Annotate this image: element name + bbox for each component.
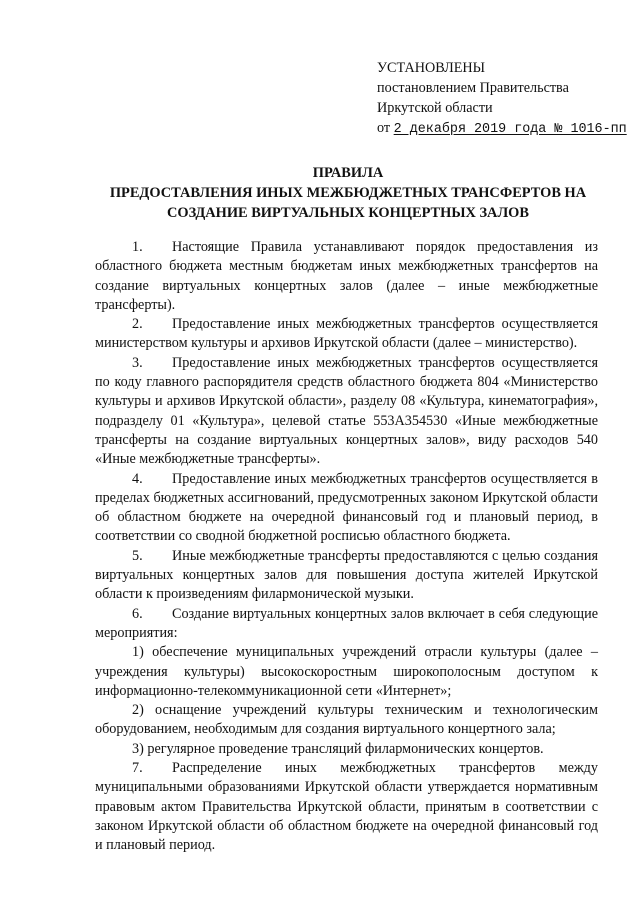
approval-date-value: 2 декабря 2019 года № 1016-пп — [393, 122, 627, 137]
rule-paragraph-6 — [95, 605, 598, 644]
approval-title: УСТАНОВЛЕНЫ — [377, 60, 486, 76]
title-heading: ПРАВИЛА — [312, 165, 384, 181]
rules-body — [95, 238, 598, 856]
rule-number: 4. — [132, 470, 143, 487]
approval-decree-line: постановлением Правительства — [377, 80, 569, 96]
rule-text: Предоставление иных межбюджетных трансфертов осуществляется по коду главного распорядителя средств областного бюджета 804 «Министерство культуры и архивов Иркутской области», разделу 08 «Культура, кинематография», подразделу 01 «Культура», целевой статье 553А354530 «Иные межбюджетные трансферты на создание виртуальных концертных залов», виду расходов 540 «Иные межбюджетные трансферты». — [95, 354, 598, 468]
document-title — [80, 163, 616, 223]
approval-stamp — [377, 58, 639, 140]
rule-subitem-3: 3) регулярное проведение трансляций филармонических концертов. — [132, 740, 544, 757]
rule-paragraph-7 — [95, 759, 598, 855]
rule-number: 1. — [132, 239, 143, 255]
rule-text: Создание виртуальных концертных залов включает в себя следующие мероприятия: — [95, 605, 598, 641]
rule-text: Иные межбюджетные трансферты предоставляются с целью создания виртуальных концертных залов для повышения доступа жителей Иркутской области к произведениям филармонической музыки. — [95, 547, 598, 603]
title-subheading-1: ПРЕДОСТАВЛЕНИЯ ИНЫХ МЕЖБЮДЖЕТНЫХ ТРАНСФЕРТОВ НА — [109, 185, 587, 201]
rule-paragraph-3 — [95, 354, 598, 470]
rule-number: 6. — [132, 605, 143, 622]
rule-text: Предоставление иных межбюджетных трансфертов осуществляется министерством культуры и архивов Иркутской области (далее – министерство). — [95, 316, 598, 352]
approval-region-line: Иркутской области — [377, 100, 493, 116]
rule-paragraph-4 — [95, 470, 598, 547]
rule-text: Предоставление иных межбюджетных трансфертов осуществляется в пределах бюджетных ассигнований, предусмотренных законом Иркутской области об областном бюджете на очередной финансовый год и плановый период, в соответствии со сводной бюджетной росписью областного бюджета. — [95, 470, 598, 545]
rule-paragraph-2 — [95, 315, 598, 354]
approval-date-line — [377, 118, 639, 140]
approval-date-prefix: от — [377, 120, 394, 136]
rule-number: 7. — [132, 760, 143, 777]
rule-text: Настоящие Правила устанавливают порядок предоставления из областного бюджета местным бюджетам иных межбюджетных трансфертов на создание виртуальных концертных залов (далее – иные межбюджетные трансферты). — [95, 239, 598, 313]
rule-number: 5. — [132, 547, 143, 564]
rule-paragraph-1 — [95, 238, 598, 315]
rule-number: 2. — [132, 316, 143, 333]
rule-subitem-1: 1) обеспечение муниципальных учреждений отрасли культуры (далее – учреждения культуры) высокоскоростным широкополосным доступом к информационно-телекоммуникационной сети «Интернет»; — [95, 644, 598, 699]
rule-subitem-2: 2) оснащение учреждений культуры техническим и технологическим оборудованием, необходимым для создания виртуального концертного зала; — [95, 702, 598, 738]
title-subheading-2: СОЗДАНИЕ ВИРТУАЛЬНЫХ КОНЦЕРТНЫХ ЗАЛОВ — [167, 205, 529, 221]
rule-number: 3. — [132, 354, 143, 371]
rule-text: Распределение иных межбюджетных трансфертов между муниципальными образованиями Иркутской области утверждается нормативным правовым актом Правительства Иркутской области, принятым в соответствии с законом Иркутской области об областном бюджете на очередной финансовый год и плановый период. — [95, 760, 598, 854]
rule-paragraph-5 — [95, 547, 598, 605]
